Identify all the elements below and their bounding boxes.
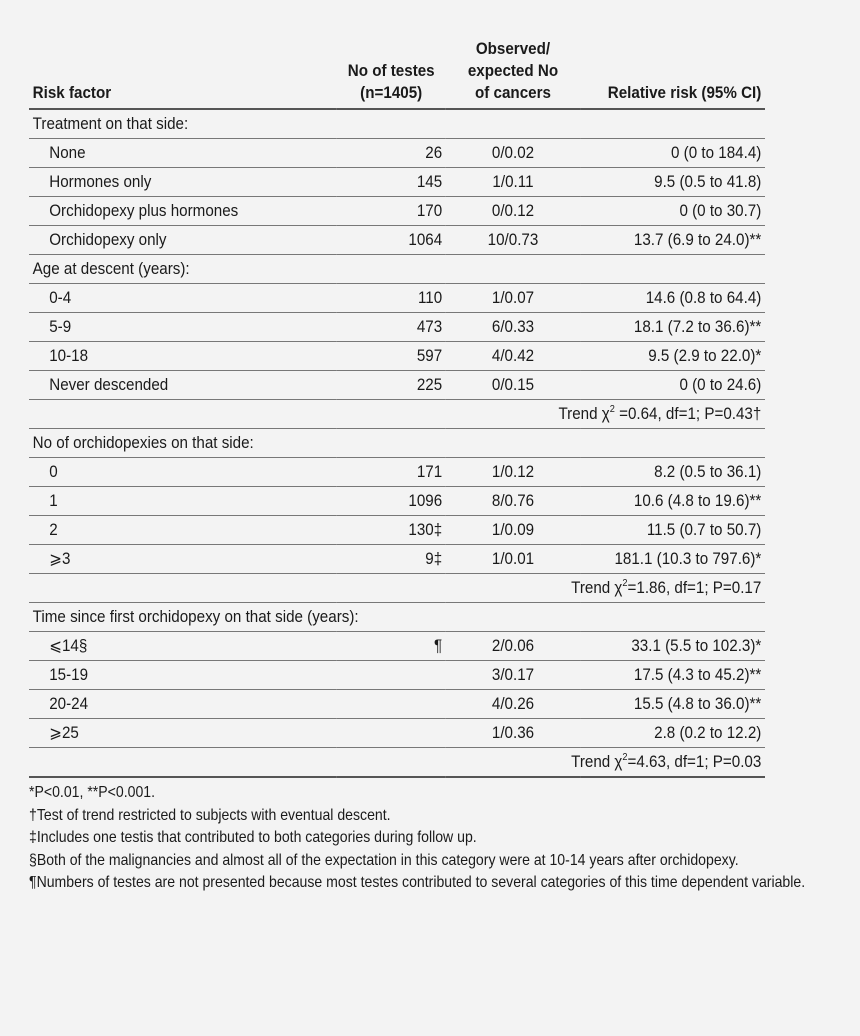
trend-label: Trend χ <box>571 579 623 597</box>
relative-risk-cell: 0 (0 to 30.7) <box>679 201 762 220</box>
trend-row <box>29 574 765 603</box>
risk-factor-cell: 20-24 <box>49 694 89 713</box>
observed-expected-cell: 2/0.06 <box>491 636 535 655</box>
observed-expected-cell: 1/0.01 <box>491 549 535 568</box>
testes-count-cell: 145 <box>416 172 443 191</box>
risk-factor-cell: Hormones only <box>49 172 152 191</box>
header-risk-factor: Risk factor <box>32 84 112 102</box>
section-title: Age at descent (years): <box>32 259 190 278</box>
testes-count-cell <box>337 690 446 719</box>
risk-factor-cell: 5-9 <box>49 317 72 336</box>
observed-expected-cell: 4/0.42 <box>491 346 535 365</box>
trend-superscript: 2 <box>622 752 628 763</box>
relative-risk-cell: 9.5 (0.5 to 41.8) <box>654 172 762 191</box>
testes-count-cell: 170 <box>416 201 443 220</box>
risk-factor-cell: 0-4 <box>49 288 72 307</box>
section-header-row <box>29 603 765 632</box>
header-observed-line: Observed/ <box>475 40 551 58</box>
observed-expected-cell: 10/0.73 <box>487 230 539 249</box>
table-row <box>29 168 765 197</box>
table-row <box>29 139 765 168</box>
trend-values: =4.63, df=1; P=0.03 <box>627 753 762 771</box>
header-testes-line: No of testes <box>347 62 435 80</box>
table-body <box>29 109 765 777</box>
table-row <box>29 632 765 661</box>
observed-expected-cell: 3/0.17 <box>491 665 535 684</box>
header-observed-line: of cancers <box>474 84 551 102</box>
trend-statistic <box>29 748 765 778</box>
relative-risk-cell: 8.2 (0.5 to 36.1) <box>654 462 762 481</box>
testes-count-cell: 26 <box>425 143 443 162</box>
relative-risk-cell: 181.1 (10.3 to 797.6)* <box>614 549 762 568</box>
section-title: No of orchidopexies on that side: <box>32 433 254 452</box>
observed-expected-cell: 1/0.07 <box>491 288 535 307</box>
relative-risk-cell: 13.7 (6.9 to 24.0)** <box>633 230 762 249</box>
relative-risk-cell: 9.5 (2.9 to 22.0)* <box>648 346 762 365</box>
relative-risk-cell: 33.1 (5.5 to 102.3)* <box>631 636 762 655</box>
footnote: ‡Includes one testis that contributed to both categories during follow up. <box>29 829 477 847</box>
testes-count-cell: 597 <box>416 346 443 365</box>
risk-factor-cell: None <box>49 143 86 162</box>
observed-expected-cell: 1/0.12 <box>491 462 535 481</box>
footnotes <box>29 782 821 895</box>
testes-count-cell: 9‡ <box>425 549 443 568</box>
header-testes-line: (n=1405) <box>360 84 423 102</box>
testes-count-cell: 1096 <box>408 491 443 510</box>
risk-factor-cell: 15-19 <box>49 665 89 684</box>
table-row <box>29 487 765 516</box>
table-row <box>29 661 765 690</box>
risk-factor-cell: ⩾3 <box>49 550 71 568</box>
header-testes <box>337 38 446 109</box>
testes-count-cell: 1064 <box>408 230 443 249</box>
observed-expected-cell: 1/0.36 <box>491 723 535 742</box>
testes-count-cell: 473 <box>416 317 443 336</box>
risk-factor-cell: 10-18 <box>49 346 89 365</box>
risk-table <box>29 38 765 778</box>
observed-expected-cell: 0/0.12 <box>491 201 535 220</box>
testes-count-cell: ¶ <box>434 636 443 655</box>
table-row <box>29 371 765 400</box>
risk-factor-cell: 2 <box>49 520 58 539</box>
table-row <box>29 313 765 342</box>
table-row <box>29 719 765 748</box>
observed-expected-cell: 1/0.11 <box>492 172 534 191</box>
relative-risk-cell: 18.1 (7.2 to 36.6)** <box>633 317 762 336</box>
relative-risk-cell: 17.5 (4.3 to 45.2)** <box>633 665 762 684</box>
table-row <box>29 690 765 719</box>
trend-statistic <box>29 400 765 429</box>
trend-statistic <box>29 574 765 603</box>
footnote: ¶Numbers of testes are not presented because most testes contributed to several categories of this time dependent variable. <box>29 874 806 892</box>
testes-count-cell: 110 <box>417 288 443 307</box>
risk-factor-cell: Never descended <box>49 375 169 394</box>
relative-risk-cell: 10.6 (4.8 to 19.6)** <box>633 491 762 510</box>
footnote: †Test of trend restricted to subjects with eventual descent. <box>29 806 391 824</box>
trend-values: =1.86, df=1; P=0.17 <box>627 579 762 597</box>
header-observed <box>446 38 580 109</box>
table-row <box>29 516 765 545</box>
trend-superscript: 2 <box>609 404 615 415</box>
observed-expected-cell: 6/0.33 <box>491 317 535 336</box>
observed-expected-cell: 1/0.09 <box>491 520 535 539</box>
risk-factor-cell: ⩽14§ <box>49 637 88 655</box>
testes-count-cell: 130‡ <box>408 520 443 539</box>
trend-label: Trend χ <box>558 405 610 423</box>
table-row <box>29 284 765 313</box>
footnote: *P<0.01, **P<0.001. <box>29 784 156 801</box>
trend-row <box>29 400 765 429</box>
header-observed-line: expected No <box>467 62 559 80</box>
trend-values: =0.64, df=1; P=0.43† <box>614 405 762 423</box>
risk-factor-cell: Orchidopexy plus hormones <box>49 201 239 220</box>
observed-expected-cell: 0/0.02 <box>491 143 535 162</box>
section-header-row <box>29 429 765 458</box>
relative-risk-cell: 2.8 (0.2 to 12.2) <box>654 723 762 742</box>
section-title: Treatment on that side: <box>32 114 189 133</box>
table-row <box>29 197 765 226</box>
risk-factor-cell: Orchidopexy only <box>49 230 167 249</box>
relative-risk-cell: 0 (0 to 184.4) <box>671 143 762 162</box>
risk-factor-cell: 1 <box>49 491 58 510</box>
testes-count-cell: 225 <box>416 375 443 394</box>
testes-count-cell <box>337 661 446 690</box>
observed-expected-cell: 8/0.76 <box>491 491 535 510</box>
relative-risk-cell: 15.5 (4.8 to 36.0)** <box>633 694 762 713</box>
risk-factor-cell: ⩾25 <box>49 724 79 742</box>
testes-count-cell: 171 <box>416 462 443 481</box>
risk-factor-cell: 0 <box>49 462 58 481</box>
footnote: §Both of the malignancies and almost all of the expectation in this category were at 10-14 years after orchidopexy. <box>29 851 739 869</box>
relative-risk-cell: 0 (0 to 24.6) <box>679 375 762 394</box>
observed-expected-cell: 0/0.15 <box>491 375 535 394</box>
relative-risk-cell: 11.5 (0.7 to 50.7) <box>646 520 762 539</box>
table-row <box>29 226 765 255</box>
trend-superscript: 2 <box>622 578 628 589</box>
testes-count-cell <box>337 719 446 748</box>
relative-risk-cell: 14.6 (0.8 to 64.4) <box>645 288 762 307</box>
table-row <box>29 545 765 574</box>
observed-expected-cell: 4/0.26 <box>491 694 535 713</box>
table-header-row <box>29 38 765 109</box>
section-header-row <box>29 255 765 284</box>
table-row <box>29 458 765 487</box>
header-relative-risk: Relative risk (95% CI) <box>607 84 762 102</box>
trend-row <box>29 748 765 778</box>
trend-label: Trend χ <box>571 753 623 771</box>
section-header-row <box>29 109 765 139</box>
section-title: Time since first orchidopexy on that side (years): <box>32 607 359 626</box>
table-row <box>29 342 765 371</box>
